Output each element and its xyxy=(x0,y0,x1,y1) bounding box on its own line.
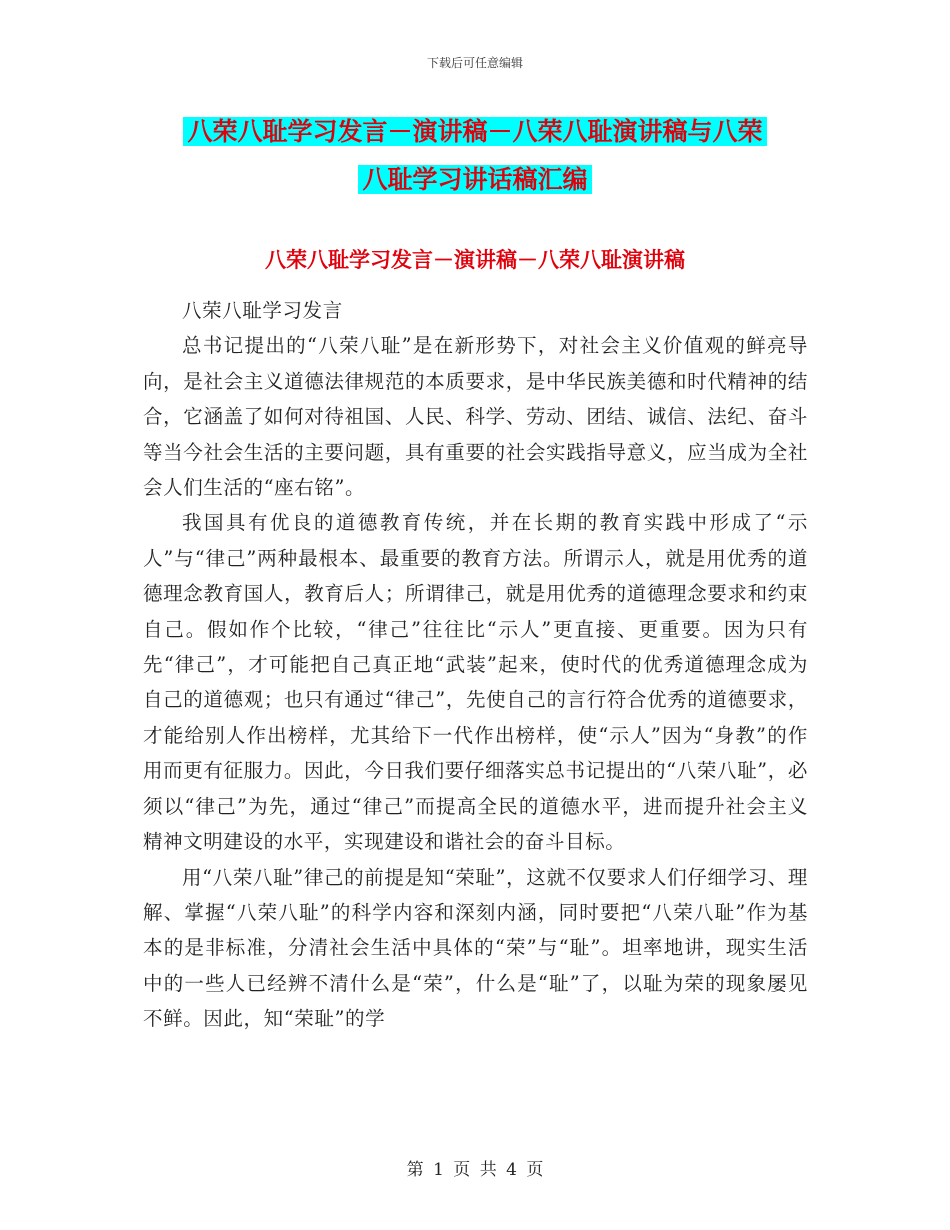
title-line-2: 八耻学习讲话稿汇编 xyxy=(358,165,591,194)
page-number: 第 1 页 共 4 页 xyxy=(406,1160,544,1180)
paragraph: 我国具有优良的道德教育传统，并在长期的教育实践中形成了“示人”与“律己”两种最根本、最重要的教育方法。所谓示人，就是用优秀的道德理念教育国人，教育后人；所谓律己，就是用优秀的道德理念要求和约束自己。假如作个比较，“律己”往往比“示人”更直接、更重要。因为只有先“律己”，才可能把自己真正地“武装”起来，使时代的优秀道德理念成为自己的道德观；也只有通过“律己”，先使自己的言行符合优秀的道德要求，才能给别人作出榜样，尤其给下一代作出榜样，使“示人”因为“身教”的作用而更有征服力。因此，今日我们要仔细落实总书记提出的“八荣八耻”，必须以“律己”为先，通过“律己”而提高全民的道德水平，进而提升社会主义精神文明建设的水平，实现建设和谐社会的奋斗目标。 xyxy=(143,511,808,854)
document-title xyxy=(0,108,950,204)
title-line-1: 八荣八耻学习发言－演讲稿－八荣八耻演讲稿与八荣 xyxy=(183,117,766,146)
paragraph-heading: 八荣八耻学习发言 xyxy=(182,299,343,322)
document-body xyxy=(143,293,808,1037)
paragraph: 用“八荣八耻”律己的前提是知“荣耻”，这就不仅要求人们仔细学习、理解、掌握“八荣八耻”的科学内容和深刻内涵，同时要把“八荣八耻”作为基本的是非标准，分清社会生活中具体的“荣”与“耻”。坦率地讲，现实生活中的一些人已经辨不清什么是“荣”，什么是“耻”了，以耻为荣的现象屡见不鲜。因此，知“荣耻”的学 xyxy=(143,865,808,1031)
header-note: 下载后可任意编辑 xyxy=(426,56,523,70)
section-title: 八荣八耻学习发言－演讲稿－八荣八耻演讲稿 xyxy=(265,248,685,272)
paragraph: 总书记提出的“八荣八耻”是在新形势下，对社会主义价值观的鲜亮导向，是社会主义道德法律规范的本质要求，是中华民族美德和时代精神的结合，它涵盖了如何对待祖国、人民、科学、劳动、团结、诚信、法纪、奋斗等当今社会生活的主要问题，具有重要的社会实践指导意义，应当成为全社会人们生活的“座右铭”。 xyxy=(143,334,808,500)
